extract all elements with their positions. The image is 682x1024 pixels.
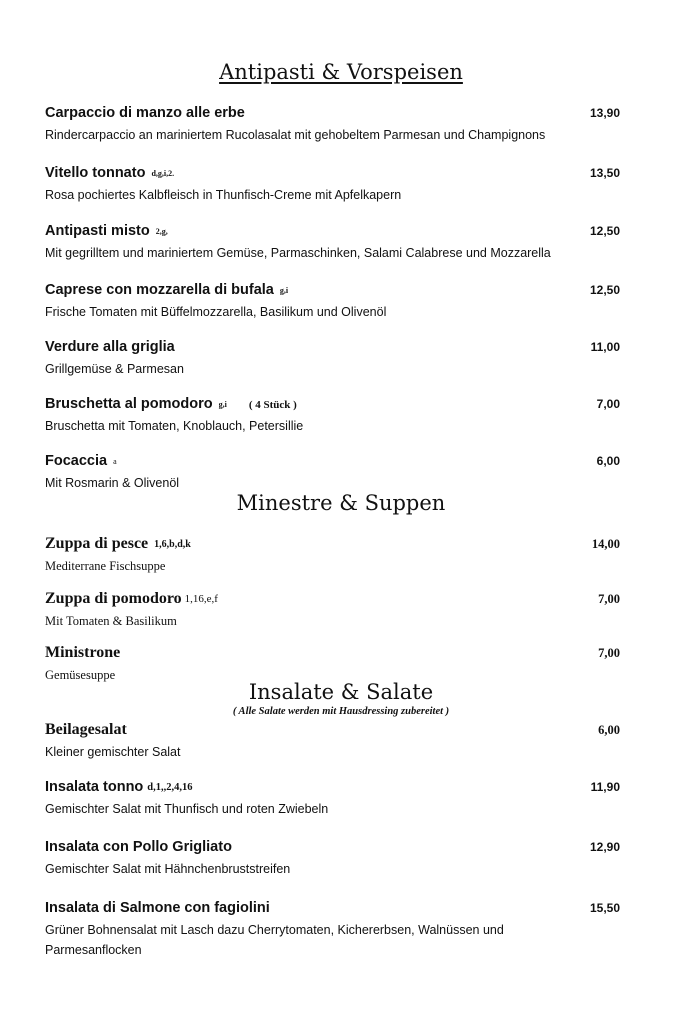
item-price: 12,50 (589, 224, 620, 238)
item-price: 11,00 (590, 340, 620, 354)
item-description: Mit Rosmarin & Olivenöl (45, 476, 180, 490)
item-description: Grillgemüse & Parmesan (45, 362, 184, 376)
menu-item (45, 452, 620, 493)
menu-item (45, 104, 620, 145)
item-name: Insalata di Salmone con fagiolini (45, 900, 270, 916)
item-name: Zuppa di pesce (45, 535, 149, 552)
menu-item (45, 164, 620, 205)
item-description: Gemischter Salat mit Hähnchenbruststreifen (45, 862, 291, 876)
item-name: Bruschetta al pomodoro (45, 396, 213, 412)
item-price: 13,90 (589, 106, 620, 120)
menu-item (45, 281, 620, 322)
item-description: Rosa pochiertes Kalbfleisch in Thunfisch-Creme mit Apfelkapern (45, 188, 402, 202)
menu-item (45, 535, 620, 576)
item-allergens: a (113, 457, 117, 466)
item-price: 7,00 (598, 646, 620, 660)
menu-item (45, 395, 620, 436)
item-name: Focaccia (45, 453, 108, 469)
item-name: Antipasti misto (45, 223, 150, 239)
section-title-antipasti: Antipasti & Vorspeisen (219, 60, 463, 84)
item-allergens: d,g,i,2. (151, 169, 175, 178)
item-name: Carpaccio di manzo alle erbe (45, 105, 245, 121)
item-price: 12,50 (589, 283, 620, 297)
item-allergens: 2,g, (155, 227, 168, 236)
item-description: Grüner Bohnensalat mit Lasch dazu Cherrytomaten, Kichererbsen, Walnüssen und Parmesanflocken (45, 923, 504, 957)
section-title-minestre: Minestre & Suppen (236, 491, 446, 515)
item-price: 6,00 (598, 723, 620, 737)
item-allergens: g,i (279, 286, 289, 295)
item-price: 14,00 (591, 537, 620, 551)
item-price: 12,90 (589, 840, 620, 854)
menu-item (45, 338, 620, 379)
item-description: Mit Tomaten & Basilikum (45, 614, 177, 628)
item-price: 6,00 (596, 454, 620, 468)
item-description: Gemüsesuppe (45, 668, 116, 682)
item-description: Mit gegrilltem und mariniertem Gemüse, Parmaschinken, Salami Calabrese und Mozzarella (45, 246, 551, 260)
item-name: Ministrone (45, 644, 121, 661)
item-name: Insalata con Pollo Grigliato (45, 839, 232, 855)
item-price: 13,50 (589, 166, 620, 180)
menu-item (45, 838, 620, 879)
menu-item (45, 778, 620, 819)
item-allergens: d,1,,2,4,16 (147, 782, 193, 793)
menu-item (45, 644, 620, 685)
item-portion: ( 4 Stück ) (248, 399, 297, 411)
item-name: Caprese con mozzarella di bufala (45, 282, 274, 298)
item-price: 15,50 (589, 901, 620, 915)
item-name: Vitello tonnato (45, 165, 146, 181)
item-name: Zuppa di pomodoro (45, 590, 182, 607)
section-title-insalate: Insalate & Salate (248, 680, 434, 704)
section-note: ( Alle Salate werden mit Hausdressing zubereitet ) (232, 706, 450, 717)
menu-item (45, 590, 620, 631)
item-description: Kleiner gemischter Salat (45, 745, 181, 759)
menu-item (45, 899, 620, 960)
item-allergens: g,i (218, 400, 227, 409)
item-name: Verdure alla griglia (45, 339, 175, 355)
item-name: Insalata tonno (45, 779, 144, 795)
item-price: 7,00 (596, 397, 620, 411)
menu-item (45, 222, 620, 263)
item-description: Gemischter Salat mit Thunfisch und roten Zwiebeln (45, 802, 329, 816)
item-name: Beilagesalat (45, 721, 127, 738)
item-allergens: 1,16,e,f (184, 593, 218, 605)
item-description: Rindercarpaccio an mariniertem Rucolasalat mit gehobeltem Parmesan und Champignons (45, 128, 546, 142)
item-price: 7,00 (598, 592, 620, 606)
item-description: Bruschetta mit Tomaten, Knoblauch, Petersillie (45, 419, 304, 433)
menu-item (45, 721, 620, 762)
item-description: Mediterrane Fischsuppe (45, 559, 166, 573)
item-allergens: 1,6,b,d,k (154, 539, 191, 550)
item-price: 11,90 (590, 780, 620, 794)
item-description: Frische Tomaten mit Büffelmozzarella, Basilikum und Olivenöl (45, 305, 387, 319)
